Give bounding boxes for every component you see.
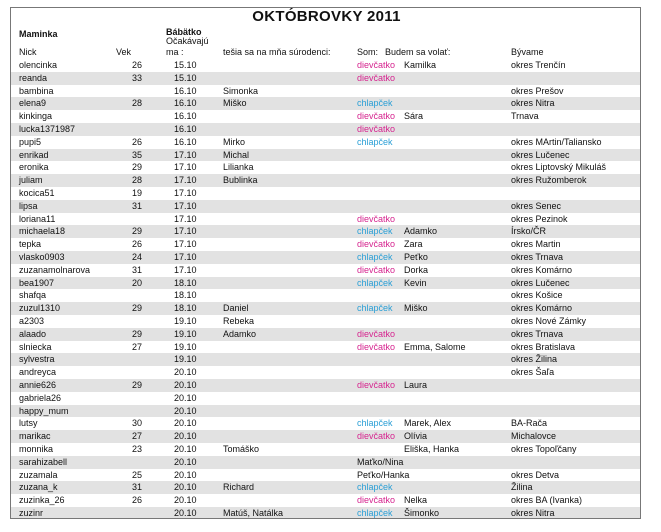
due-date-cell: 20.10	[174, 418, 197, 429]
due-date-cell: 17.10	[174, 149, 197, 160]
nick-cell: gabriela26	[19, 392, 62, 403]
due-date-cell: 17.10	[174, 239, 197, 250]
city-cell: okres Pezinok	[511, 213, 568, 224]
gender-cell: chlapček	[357, 136, 393, 147]
age-cell: 29	[131, 303, 142, 314]
city-cell: okres Žilina	[511, 354, 558, 365]
city-cell: BA-Rača	[511, 418, 548, 429]
age-cell: 19	[131, 188, 142, 198]
nick-cell: enrikad	[19, 149, 49, 160]
siblings-cell: Lilianka	[223, 162, 254, 173]
age-cell: 27	[131, 341, 142, 352]
nick-cell: zuzana_k	[19, 482, 58, 493]
due-date-cell: 17.10	[174, 213, 197, 224]
due-date-cell: 18.10	[174, 277, 197, 288]
nick-cell: annie626	[19, 380, 57, 390]
city-cell: okres Lučenec	[511, 149, 570, 160]
due-date-cell: 17.10	[174, 200, 197, 211]
gender-cell: dievčatko	[357, 124, 396, 134]
city-cell: okres Nitra	[511, 98, 555, 109]
baby-name-cell: Miško	[404, 303, 428, 314]
gender-cell: dievčatko	[357, 264, 396, 275]
nick-cell: zuzinka_26	[19, 495, 65, 506]
baby-name-cell: Eliška, Hanka	[404, 444, 460, 454]
gender-cell: chlapček	[357, 252, 393, 262]
due-date-cell: 16.10	[174, 136, 197, 147]
table-row	[11, 289, 641, 302]
table-row	[11, 213, 641, 226]
baby-name-cell: Dorka	[404, 264, 429, 275]
nick-cell: alaado	[19, 328, 47, 339]
nick-cell: kinkinga	[19, 111, 53, 122]
due-date-cell: 17.10	[174, 264, 197, 275]
due-date-cell: 20.10	[174, 405, 197, 416]
city-cell: okres Komárno	[511, 303, 573, 314]
table-row	[11, 264, 641, 277]
header-baby: Bábätko	[166, 27, 202, 37]
table-row	[11, 366, 641, 379]
due-date-cell: 19.10	[174, 316, 197, 326]
table-row	[11, 341, 641, 354]
due-date-cell: 20.10	[174, 469, 197, 480]
age-cell: 20	[131, 277, 142, 288]
age-cell: 29	[131, 226, 142, 237]
gender-cell: chlapček	[357, 303, 393, 314]
age-cell: 29	[131, 162, 142, 173]
due-date-cell: 16.10	[174, 111, 197, 122]
due-date-cell: 17.10	[174, 175, 197, 186]
baby-name-cell: Nelka	[404, 495, 428, 506]
age-cell: 31	[131, 482, 142, 493]
nick-cell: sarahizabell	[19, 456, 68, 467]
table-row	[11, 443, 641, 456]
city-cell: Trnava	[511, 111, 539, 122]
city-cell: okres Prešov	[511, 85, 564, 96]
due-date-cell: 20.10	[174, 392, 197, 403]
city-cell: okres Trnava	[511, 252, 564, 262]
nick-cell: a2303	[19, 316, 45, 326]
nick-cell: marikac	[19, 431, 51, 442]
city-cell: okres Liptovský Mikuláš	[511, 162, 607, 173]
age-cell: 26	[131, 239, 142, 250]
table-row	[11, 392, 641, 405]
city-cell: okres Trnava	[511, 328, 564, 339]
nick-cell: zuzinr	[19, 508, 44, 518]
nick-cell: bea1907	[19, 277, 55, 288]
siblings-cell: Tomáško	[223, 444, 260, 454]
table-row	[11, 379, 641, 392]
nick-cell: reanda	[19, 72, 48, 83]
table-row	[11, 161, 641, 174]
table-row	[11, 456, 641, 469]
table-row	[11, 481, 641, 494]
gender-cell: dievčatko	[357, 341, 396, 352]
baby-name-cell: Sára	[404, 111, 424, 122]
nick-cell: vlasko0903	[19, 252, 65, 262]
city-cell: okres Šaľa	[511, 367, 555, 378]
header-siblings: tešia sa na mňa súrodenci:	[223, 47, 331, 57]
gender-cell: dievčatko	[357, 380, 396, 390]
table-row	[11, 238, 641, 251]
header-mother: Maminka	[19, 29, 58, 39]
due-date-cell: 20.10	[174, 444, 197, 454]
age-cell: 29	[131, 380, 142, 390]
due-date-cell: 17.10	[174, 252, 197, 262]
gender-cell: chlapček	[357, 482, 393, 493]
nick-cell: lipsa	[19, 200, 38, 211]
baby-name-cell: Laura	[404, 380, 428, 390]
siblings-cell: Matúš, Natálka	[223, 508, 284, 518]
nick-cell: bambina	[19, 85, 54, 96]
table-row	[11, 469, 641, 482]
table-row	[11, 405, 641, 418]
siblings-cell: Bublinka	[223, 175, 258, 186]
age-cell: 30	[131, 418, 142, 429]
gender-cell: Peťko/Hanka	[357, 469, 410, 480]
due-date-cell: 19.10	[174, 341, 197, 352]
header-due-line1: Očakávajú	[166, 36, 209, 46]
nick-cell: andreyca	[19, 367, 57, 378]
header-nick: Nick	[19, 47, 37, 57]
nick-cell: lucka1371987	[19, 124, 76, 134]
age-cell: 29	[131, 328, 142, 339]
table-row	[11, 149, 641, 162]
header-city: Bývame	[511, 47, 544, 57]
gender-cell: dievčatko	[357, 111, 396, 122]
city-cell: okres Ružomberok	[511, 175, 587, 186]
nick-cell: michaela18	[19, 226, 66, 237]
baby-name-cell: Emma, Salome	[404, 341, 466, 352]
due-date-cell: 17.10	[174, 188, 197, 198]
baby-name-cell: Šimonko	[404, 508, 440, 518]
age-cell: 31	[131, 264, 142, 275]
nick-cell: pupi5	[19, 136, 42, 147]
siblings-cell: Rebeka	[223, 316, 255, 326]
table-row	[11, 72, 641, 85]
due-date-cell: 15.10	[174, 60, 197, 70]
due-date-cell: 16.10	[174, 85, 197, 96]
due-date-cell: 20.10	[174, 482, 197, 493]
gender-cell: chlapček	[357, 98, 393, 109]
city-cell: okres Detva	[511, 469, 560, 480]
table-row	[11, 187, 641, 200]
gender-cell: dievčatko	[357, 239, 396, 250]
age-cell: 25	[131, 469, 142, 480]
city-cell: okres Komárno	[511, 264, 573, 275]
table-row	[11, 174, 641, 187]
siblings-cell: Mirko	[223, 136, 245, 147]
baby-name-cell: Marek, Alex	[404, 418, 452, 429]
siblings-cell: Miško	[223, 98, 247, 109]
age-cell: 26	[131, 136, 142, 147]
nick-cell: slniecka	[19, 341, 52, 352]
due-date-cell: 17.10	[174, 226, 197, 237]
gender-cell: dievčatko	[357, 213, 396, 224]
spreadsheet	[10, 7, 641, 519]
siblings-cell: Adamko	[223, 328, 257, 339]
due-date-cell: 20.10	[174, 456, 197, 467]
baby-name-cell: Zara	[404, 239, 423, 250]
header-age: Vek	[116, 47, 132, 57]
age-cell: 35	[131, 149, 142, 160]
due-date-cell: 16.10	[174, 98, 197, 109]
nick-cell: zuzul1310	[19, 303, 61, 314]
age-cell: 24	[131, 252, 142, 262]
siblings-cell: Daniel	[223, 303, 249, 314]
city-cell: okres Topoľčany	[511, 444, 577, 454]
table-row	[11, 97, 641, 110]
gender-cell: dievčatko	[357, 328, 396, 339]
due-date-cell: 20.10	[174, 495, 197, 506]
age-cell: 26	[131, 495, 142, 506]
age-cell: 23	[131, 444, 142, 454]
table-row	[11, 85, 641, 98]
due-date-cell: 20.10	[174, 380, 197, 390]
nick-cell: juliam	[19, 175, 43, 186]
siblings-cell: Michal	[223, 149, 250, 160]
nick-cell: lutsy	[19, 418, 38, 429]
city-cell: okres Senec	[511, 200, 562, 211]
nick-cell: tepka	[19, 239, 42, 250]
baby-name-cell: Peťko	[404, 252, 428, 262]
gender-cell: Maťko/Nina	[357, 456, 404, 467]
table-row	[11, 494, 641, 507]
due-date-cell: 20.10	[174, 431, 197, 442]
gender-cell: dievčatko	[357, 495, 396, 506]
nick-cell: eronika	[19, 162, 49, 173]
table-row	[11, 507, 641, 519]
age-cell: 33	[131, 72, 142, 83]
nick-cell: zuzamala	[19, 469, 58, 480]
nick-cell: shafqa	[19, 290, 47, 301]
gender-cell: chlapček	[357, 508, 393, 518]
nick-cell: happy_mum	[19, 405, 69, 416]
gender-cell: dievčatko	[357, 72, 396, 83]
nick-cell: monnika	[19, 444, 54, 454]
table-row	[11, 110, 641, 123]
due-date-cell: 15.10	[174, 72, 197, 83]
header-gender: Som:	[357, 47, 379, 57]
baby-name-cell: Kevin	[404, 277, 427, 288]
due-date-cell: 19.10	[174, 354, 197, 365]
nick-cell: zuzanamolnarova	[19, 264, 91, 275]
due-date-cell: 18.10	[174, 290, 197, 301]
gender-cell: chlapček	[357, 418, 393, 429]
due-date-cell: 17.10	[174, 162, 197, 173]
city-cell: okres BA (Ivanka)	[511, 495, 583, 506]
header-due-line2: ma :	[166, 47, 184, 57]
city-cell: okres MArtin/Taliansko	[511, 136, 602, 147]
gender-cell: dievčatko	[357, 431, 396, 442]
due-date-cell: 18.10	[174, 303, 197, 314]
age-cell: 28	[131, 175, 142, 186]
city-cell: okres Nitra	[511, 508, 555, 518]
city-cell: Žilina	[511, 482, 533, 493]
header-name: Budem sa volať:	[385, 47, 451, 57]
gender-cell: chlapček	[357, 277, 393, 288]
nick-cell: sylvestra	[19, 354, 55, 365]
due-date-cell: 19.10	[174, 328, 197, 339]
city-cell: okres Košice	[511, 290, 563, 301]
city-cell: okres Trenčín	[511, 60, 566, 70]
baby-name-cell: Adamko	[404, 226, 438, 237]
sheet-title: OKTÓBROVKY 2011	[252, 8, 401, 25]
city-cell: Írsko/ČR	[511, 226, 547, 237]
table-row	[11, 136, 641, 149]
age-cell: 26	[131, 60, 142, 70]
table-row	[11, 417, 641, 430]
baby-name-cell: Olívia	[404, 431, 428, 442]
nick-cell: loriana11	[19, 213, 56, 224]
table-row	[11, 315, 641, 328]
nick-cell: elena9	[19, 98, 47, 109]
due-date-cell: 20.10	[174, 508, 197, 518]
gender-cell: chlapček	[357, 226, 393, 237]
table-row	[11, 353, 641, 366]
siblings-cell: Simonka	[223, 85, 259, 96]
baby-name-cell: Kamilka	[404, 60, 437, 70]
table-row	[11, 200, 641, 213]
age-cell: 28	[131, 98, 142, 109]
table-row	[11, 277, 641, 290]
city-cell: Michalovce	[511, 431, 557, 442]
city-cell: okres Nové Zámky	[511, 316, 587, 326]
table-row	[11, 123, 641, 136]
gender-cell: dievčatko	[357, 60, 396, 70]
siblings-cell: Richard	[223, 482, 255, 493]
age-cell: 27	[131, 431, 142, 442]
city-cell: okres Bratislava	[511, 341, 576, 352]
table-row	[11, 430, 641, 443]
table-row	[11, 225, 641, 238]
table-row	[11, 251, 641, 264]
table-row	[11, 328, 641, 341]
nick-cell: kocica51	[19, 188, 55, 198]
due-date-cell: 16.10	[174, 124, 197, 134]
city-cell: okres Martin	[511, 239, 561, 250]
city-cell: okres Lučenec	[511, 277, 570, 288]
age-cell: 31	[131, 200, 142, 211]
table-row	[11, 302, 641, 315]
nick-cell: olencinka	[19, 60, 58, 70]
table-row	[11, 59, 641, 72]
due-date-cell: 20.10	[174, 367, 197, 378]
